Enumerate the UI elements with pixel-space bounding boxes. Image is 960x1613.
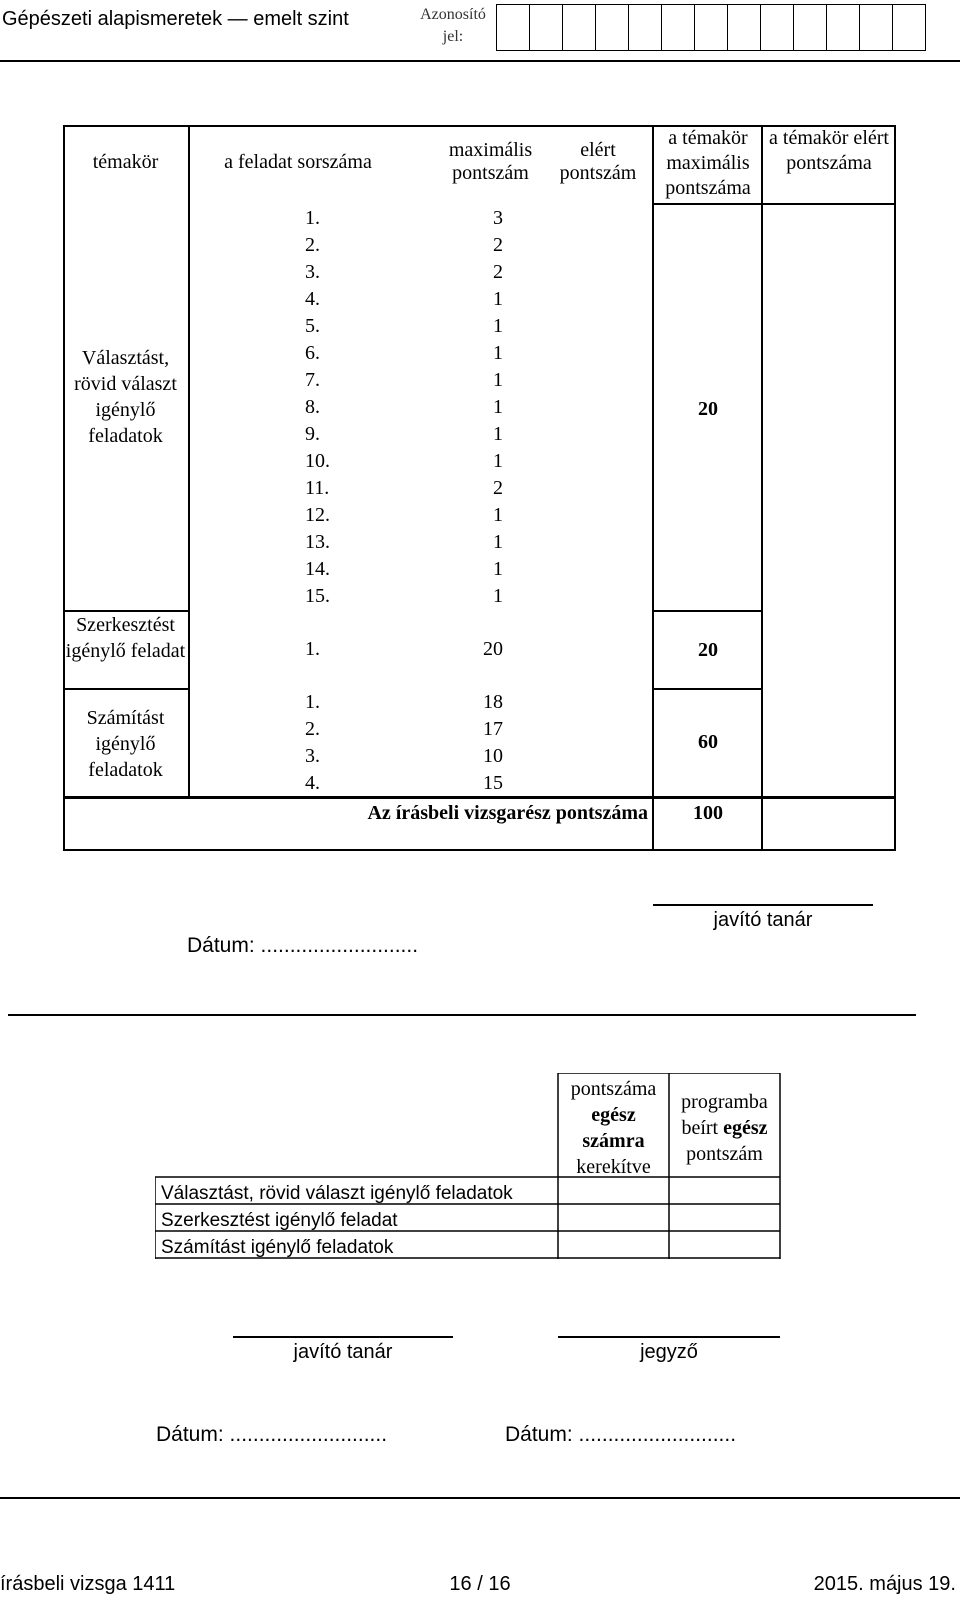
grading-table [63,125,896,850]
signature-role-2: javító tanár [293,1341,393,1363]
summary-col-program [669,1089,780,1167]
task-max-points: 3 [493,207,503,229]
summary-row-labels [161,1180,513,1261]
header-temakor-max: a témakör maximális pontszáma [665,127,751,199]
task-max-points: 1 [493,558,503,580]
task-number: 9. [305,423,320,445]
summary-row-valasztas: Választást, rövid választ igénylő feladatok [161,1183,513,1204]
group-name-szamitas: Számítást igénylő feladatok [86,707,165,781]
task-max-points: 1 [493,288,503,310]
total-value: 100 [693,802,723,824]
signature-role-3: jegyző [640,1341,698,1363]
summary-col-program-beirt: beírt [681,1117,719,1139]
group-sep-2-right [652,688,762,690]
task-number: 3. [305,745,320,767]
signature-line-2 [233,1336,453,1338]
col-sep-3 [761,125,763,850]
azonosito-box [562,4,596,51]
task-number: 11. [305,477,330,499]
task-max-points: 1 [493,369,503,391]
task-number: 15. [305,585,330,607]
header-elert-pontszam: elért pontszám [559,139,637,184]
task-number: 2. [305,234,320,256]
azonosito-box [628,4,662,51]
task-number: 2. [305,718,320,740]
summary-col-rounded [558,1076,669,1180]
task-max-points: 1 [493,504,503,526]
azonosito-box [727,4,761,51]
azonosito-box [529,4,563,51]
task-number: 1. [305,638,320,660]
task-number: 1. [305,691,320,713]
summary-col-rounded-line2: egész [591,1104,636,1126]
azonosito-box [595,4,629,51]
summary-col-rounded-line3: számra [582,1130,645,1152]
page-header-title: Gépészeti alapismeretek — emelt szint [2,8,349,30]
azonosito-label: Azonosító jel: [420,6,486,45]
group-name-szerkesztes: Szerkesztést igénylő feladat [65,614,186,662]
task-number: 4. [305,772,320,794]
group-name-valasztas: Választást, rövid választ igénylő feladatok [74,347,177,447]
signature-line-3 [558,1336,780,1338]
group-max-szerkesztes: 20 [698,639,718,661]
summary-col-program-line2 [669,1115,780,1141]
task-max-points: 1 [493,342,503,364]
summary-row-szerkesztes: Szerkesztést igénylő feladat [161,1210,398,1231]
azonosito-box [496,4,530,51]
task-max-points: 2 [493,477,503,499]
header-temakor: témakör [92,151,159,173]
header-rule-right [652,203,896,205]
task-number: 12. [305,504,330,526]
group-max-valasztas: 20 [698,398,718,420]
task-max-points: 20 [483,638,503,660]
task-number: 4. [305,288,320,310]
task-number: 13. [305,531,330,553]
summary-col-program-line3: pontszám [686,1143,763,1165]
task-number: 10. [305,450,330,472]
footer-left: írásbeli vizsga 1411 [0,1573,176,1595]
task-max-points: 2 [493,261,503,283]
task-max-points: 1 [493,531,503,553]
azonosito-box [793,4,827,51]
task-max-points: 1 [493,396,503,418]
section-divider [8,1014,916,1016]
azonosito-box [661,4,695,51]
header-max-pontszam: maximális pontszám [448,139,533,184]
summary-col-rounded-line4: kerekítve [576,1156,651,1178]
azonosito-box [694,4,728,51]
task-max-points: 1 [493,315,503,337]
signature-role-1: javító tanár [713,909,813,931]
task-number: 3. [305,261,320,283]
footer-right: 2015. május 19. [813,1573,956,1595]
footer-rule [0,1497,960,1499]
summary-row-szamitas: Számítást igénylő feladatok [161,1237,394,1258]
summary-col-rounded-line1: pontszáma [570,1078,657,1100]
task-max-points: 1 [493,423,503,445]
group-max-szamitas: 60 [698,731,718,753]
task-max-points: 18 [483,691,503,713]
task-max-points: 1 [493,585,503,607]
task-max-points: 1 [493,450,503,472]
task-max-points: 17 [483,718,503,740]
task-number: 1. [305,207,320,229]
azonosito-box [859,4,893,51]
date-field-3: Dátum: ........................... [505,1423,737,1446]
date-field-2: Dátum: ........................... [156,1423,388,1446]
task-number: 5. [305,315,320,337]
azonosito-box [826,4,860,51]
col-sep-2 [652,125,654,850]
signature-line-1 [653,904,873,906]
group-sep-2-left [63,688,189,690]
azonosito-box [892,4,926,51]
task-number: 8. [305,396,320,418]
task-number: 6. [305,342,320,364]
task-number: 7. [305,369,320,391]
table-border-right [894,125,896,850]
table-border-bottom [63,849,896,851]
col-sep-1 [188,125,190,798]
header-rule [0,60,960,62]
summary-col-program-egesz: egész [723,1117,768,1139]
footer-page: 16 / 16 [449,1573,511,1595]
group-sep-1-right [652,610,762,612]
header-temakor-elert: a témakör elért pontszáma [769,127,889,174]
task-max-points: 10 [483,745,503,767]
header-feladat-sorszama: a feladat sorszáma [224,151,372,173]
date-field-1: Dátum: ........................... [187,934,419,957]
task-number: 14. [305,558,330,580]
azonosito-box [760,4,794,51]
total-label: Az írásbeli vizsgarész pontszáma [367,802,648,824]
summary-col-program-line1: programba [681,1091,768,1113]
task-max-points: 15 [483,772,503,794]
task-max-points: 2 [493,234,503,256]
